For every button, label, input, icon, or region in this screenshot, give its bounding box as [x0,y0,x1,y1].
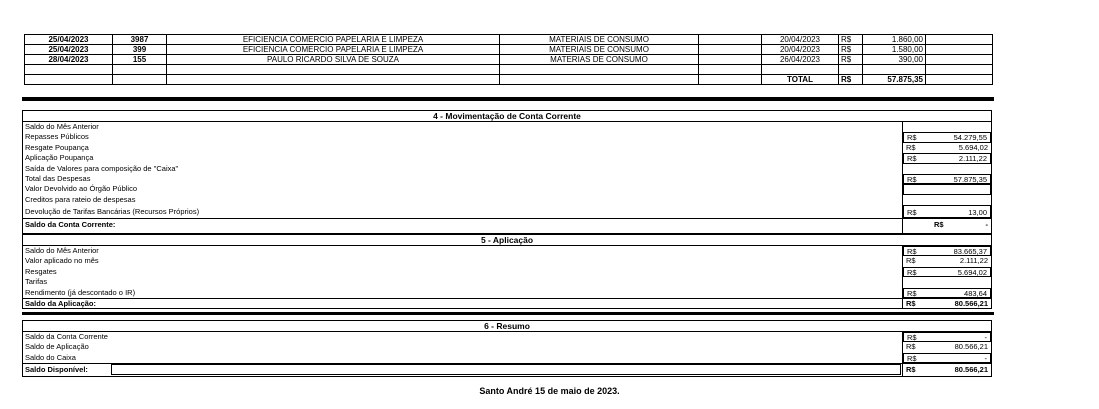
total-blank-box [111,364,901,375]
total-label: TOTAL [762,75,839,85]
expense-category: MATERIAIS DE CONSUMO [500,35,699,45]
expense-currency: R$ [839,35,863,45]
divider [22,312,994,315]
list-item: Devolução de Tarifas Bancárias (Recursos Próprios) R$ 13,00 [23,205,991,218]
list-item: Total das Despesas R$ 57.875,35 [23,174,991,184]
expense-number: 155 [113,55,167,65]
expense-date: 28/04/2023 [25,55,113,65]
list-item: Saldo de Aplicação R$ 80.566,21 [25,342,988,352]
total-row: Saldo da Conta Corrente: R$ - [23,218,991,230]
expense-category: MATERIAIS DE CONSUMO [500,45,699,55]
table-row [25,35,993,45]
expense-currency: R$ [839,45,863,55]
expense-value: 1.860,00 [863,35,926,45]
list-item: Aplicação Poupança R$ 2.111,22 [23,153,991,163]
section-conta-corrente [22,110,992,234]
list-item: Creditos para rateio de despesas [25,194,136,204]
expense-blank [926,55,993,65]
divider [22,97,994,101]
list-item: Saldo da Conta Corrente R$ - [23,332,991,342]
list-item: Valor Devolvido ao Órgão Público [23,184,991,194]
expense-value: 1.580,00 [863,45,926,55]
total-row: Saldo da Aplicação: R$ 80.566,21 [23,298,991,309]
expense-pay-date: 26/04/2023 [762,55,839,65]
total-row [25,75,993,85]
section-title: 5 - Aplicação [23,235,991,246]
expenses-table [24,34,993,85]
expense-number: 3987 [113,35,167,45]
list-item: Tarifas [25,277,48,287]
expense-currency: R$ [839,55,863,65]
expense-supplier: PAULO RICARDO SILVA DE SOUZA [167,55,500,65]
section-aplicacao [22,234,992,309]
expense-blank [926,45,993,55]
expense-date: 25/04/2023 [25,45,113,55]
list-item: Rendimento (já descontado o IR) R$ 483,64 [23,288,991,298]
list-item: Resgate Poupança R$ 5.694,02 [25,142,988,152]
expense-extra [699,55,762,65]
footer-date: Santo André 15 de maio de 2023. [479,386,620,396]
list-item: Saldo do Caixa R$ - [23,353,991,363]
expense-supplier: EFICIENCIA COMERCIO PAPELARIA E LIMPEZA [167,45,500,55]
expense-extra [699,45,762,55]
list-item: Repasses Públicos R$ 54.279,55 [23,132,991,142]
table-row [25,45,993,55]
table-row [25,65,993,75]
section-title: 6 - Resumo [23,321,991,332]
list-item: Saldo do Mês Anterior R$ 83.665,37 [23,246,991,256]
total-value: 57.875,35 [863,75,926,85]
expense-category: MATERIAS DE CONSUMO [500,55,699,65]
list-item: Resgates R$ 5.694,02 [23,267,991,277]
expense-date: 25/04/2023 [25,35,113,45]
list-item: Valor aplicado no mês R$ 2.111,22 [25,256,988,266]
total-currency: R$ [839,75,863,85]
expense-extra [699,35,762,45]
expense-number: 399 [113,45,167,55]
expense-pay-date: 20/04/2023 [762,45,839,55]
section-resumo [22,320,992,377]
list-item: Saída de Valores para composição de "Caixa" [25,163,179,173]
expense-value: 390,00 [863,55,926,65]
total-row: Saldo Disponível: R$ 80.566,21 [23,363,991,375]
list-item: Saldo do Mês Anterior [25,122,99,131]
table-row [25,55,993,65]
expense-blank [926,35,993,45]
expense-supplier: EFICIENCIA COMERCIO PAPELARIA E LIMPEZA [167,35,500,45]
expense-pay-date: 20/04/2023 [762,35,839,45]
section-title: 4 - Movimentação de Conta Corrente [23,111,991,122]
